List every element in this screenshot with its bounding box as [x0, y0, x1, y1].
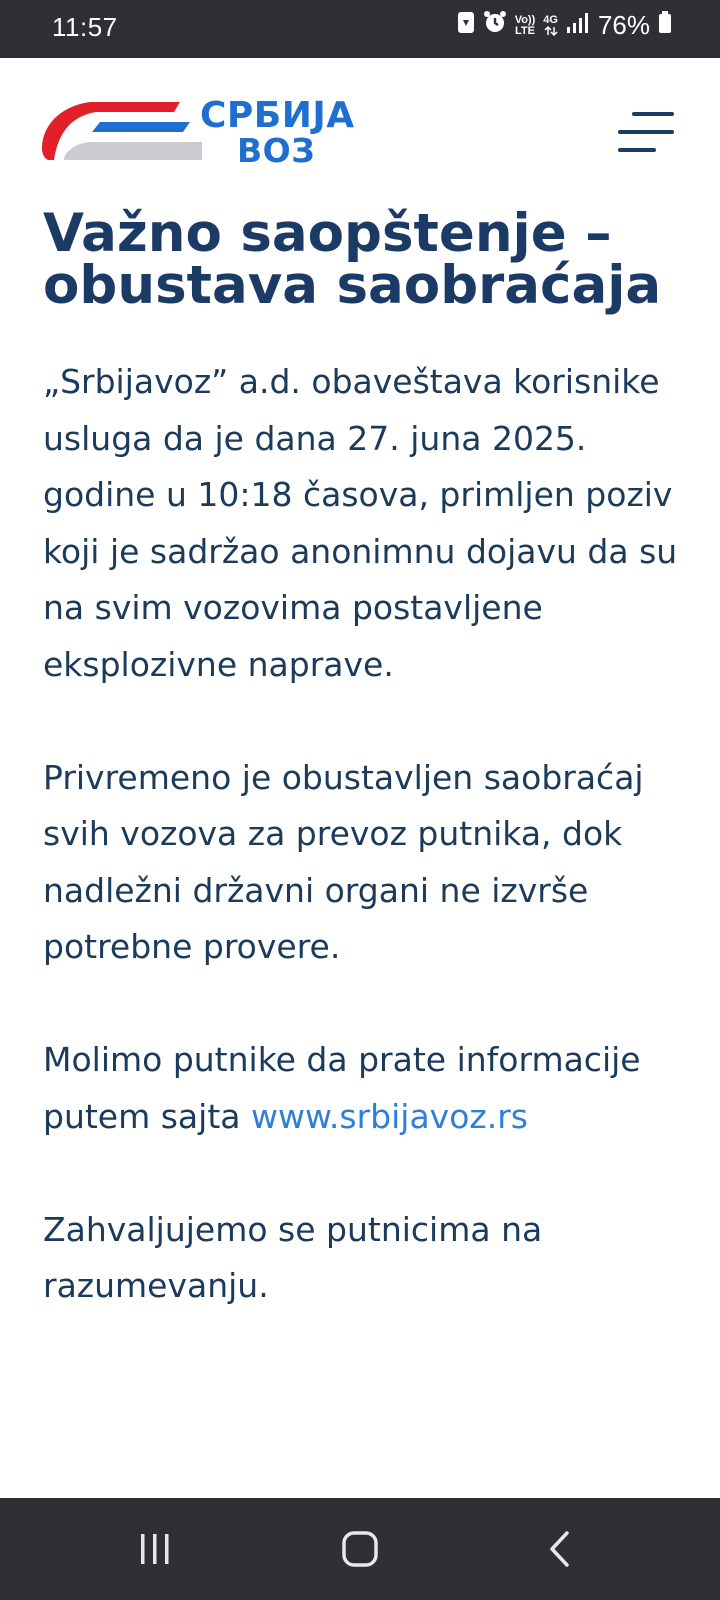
website-link[interactable]: www.srbijavoz.rs	[250, 1096, 528, 1136]
alarm-icon	[483, 10, 507, 41]
signal-icon	[566, 10, 588, 41]
status-icons	[457, 10, 672, 41]
paragraph-2: Privremeno je obustavljen saobraćaj svih vozova za prevoz putnika, dok nadležni državni organi ne izvrše potrebne provere.	[43, 757, 644, 966]
volte-label-bottom: LTE	[514, 24, 535, 37]
logo-text-line1: СРБИЈА	[200, 95, 355, 136]
article-title: Važno saopštenje – obustava saobraćaja	[43, 203, 662, 316]
hamburger-menu-icon	[618, 110, 676, 156]
paragraph-3	[43, 1032, 693, 1145]
battery-percent: 76%	[597, 10, 650, 40]
article-body	[43, 354, 693, 1371]
network-4g-icon	[543, 15, 558, 36]
save-mode-icon	[457, 10, 475, 41]
network-label: 4G	[543, 14, 558, 26]
home-icon	[341, 1530, 379, 1568]
srbijavoz-logo[interactable]	[42, 95, 362, 170]
recent-apps-icon	[138, 1532, 172, 1566]
battery-icon	[658, 10, 672, 41]
logo-mark-icon	[42, 98, 202, 164]
back-button[interactable]	[520, 1518, 600, 1580]
page-content	[0, 58, 720, 1498]
paragraph-4: Zahvaljujemo se putnicima na razumevanju.	[43, 1209, 543, 1305]
status-bar	[0, 0, 720, 58]
volte-label-top: Vo))	[514, 13, 536, 26]
paragraph-3-text: Molimo putnike da prate informacije putem sajta	[43, 1040, 641, 1136]
logo-text-line2: ВОЗ	[237, 131, 316, 170]
volte-icon	[515, 15, 536, 37]
back-icon	[547, 1530, 573, 1568]
home-button[interactable]	[320, 1518, 400, 1580]
hamburger-menu-button[interactable]	[618, 110, 676, 156]
recent-apps-button[interactable]	[115, 1518, 195, 1580]
system-navigation-bar	[0, 1498, 720, 1600]
status-time: 11:57	[52, 12, 118, 42]
paragraph-1: „Srbijavoz” a.d. obaveštava korisnike usluga da je dana 27. juna 2025. godine u 10:18 časova, primljen poziv koji je sadržao anonimnu dojavu da su na svim vozovima postavljene eksplozivne naprave.	[43, 362, 678, 684]
